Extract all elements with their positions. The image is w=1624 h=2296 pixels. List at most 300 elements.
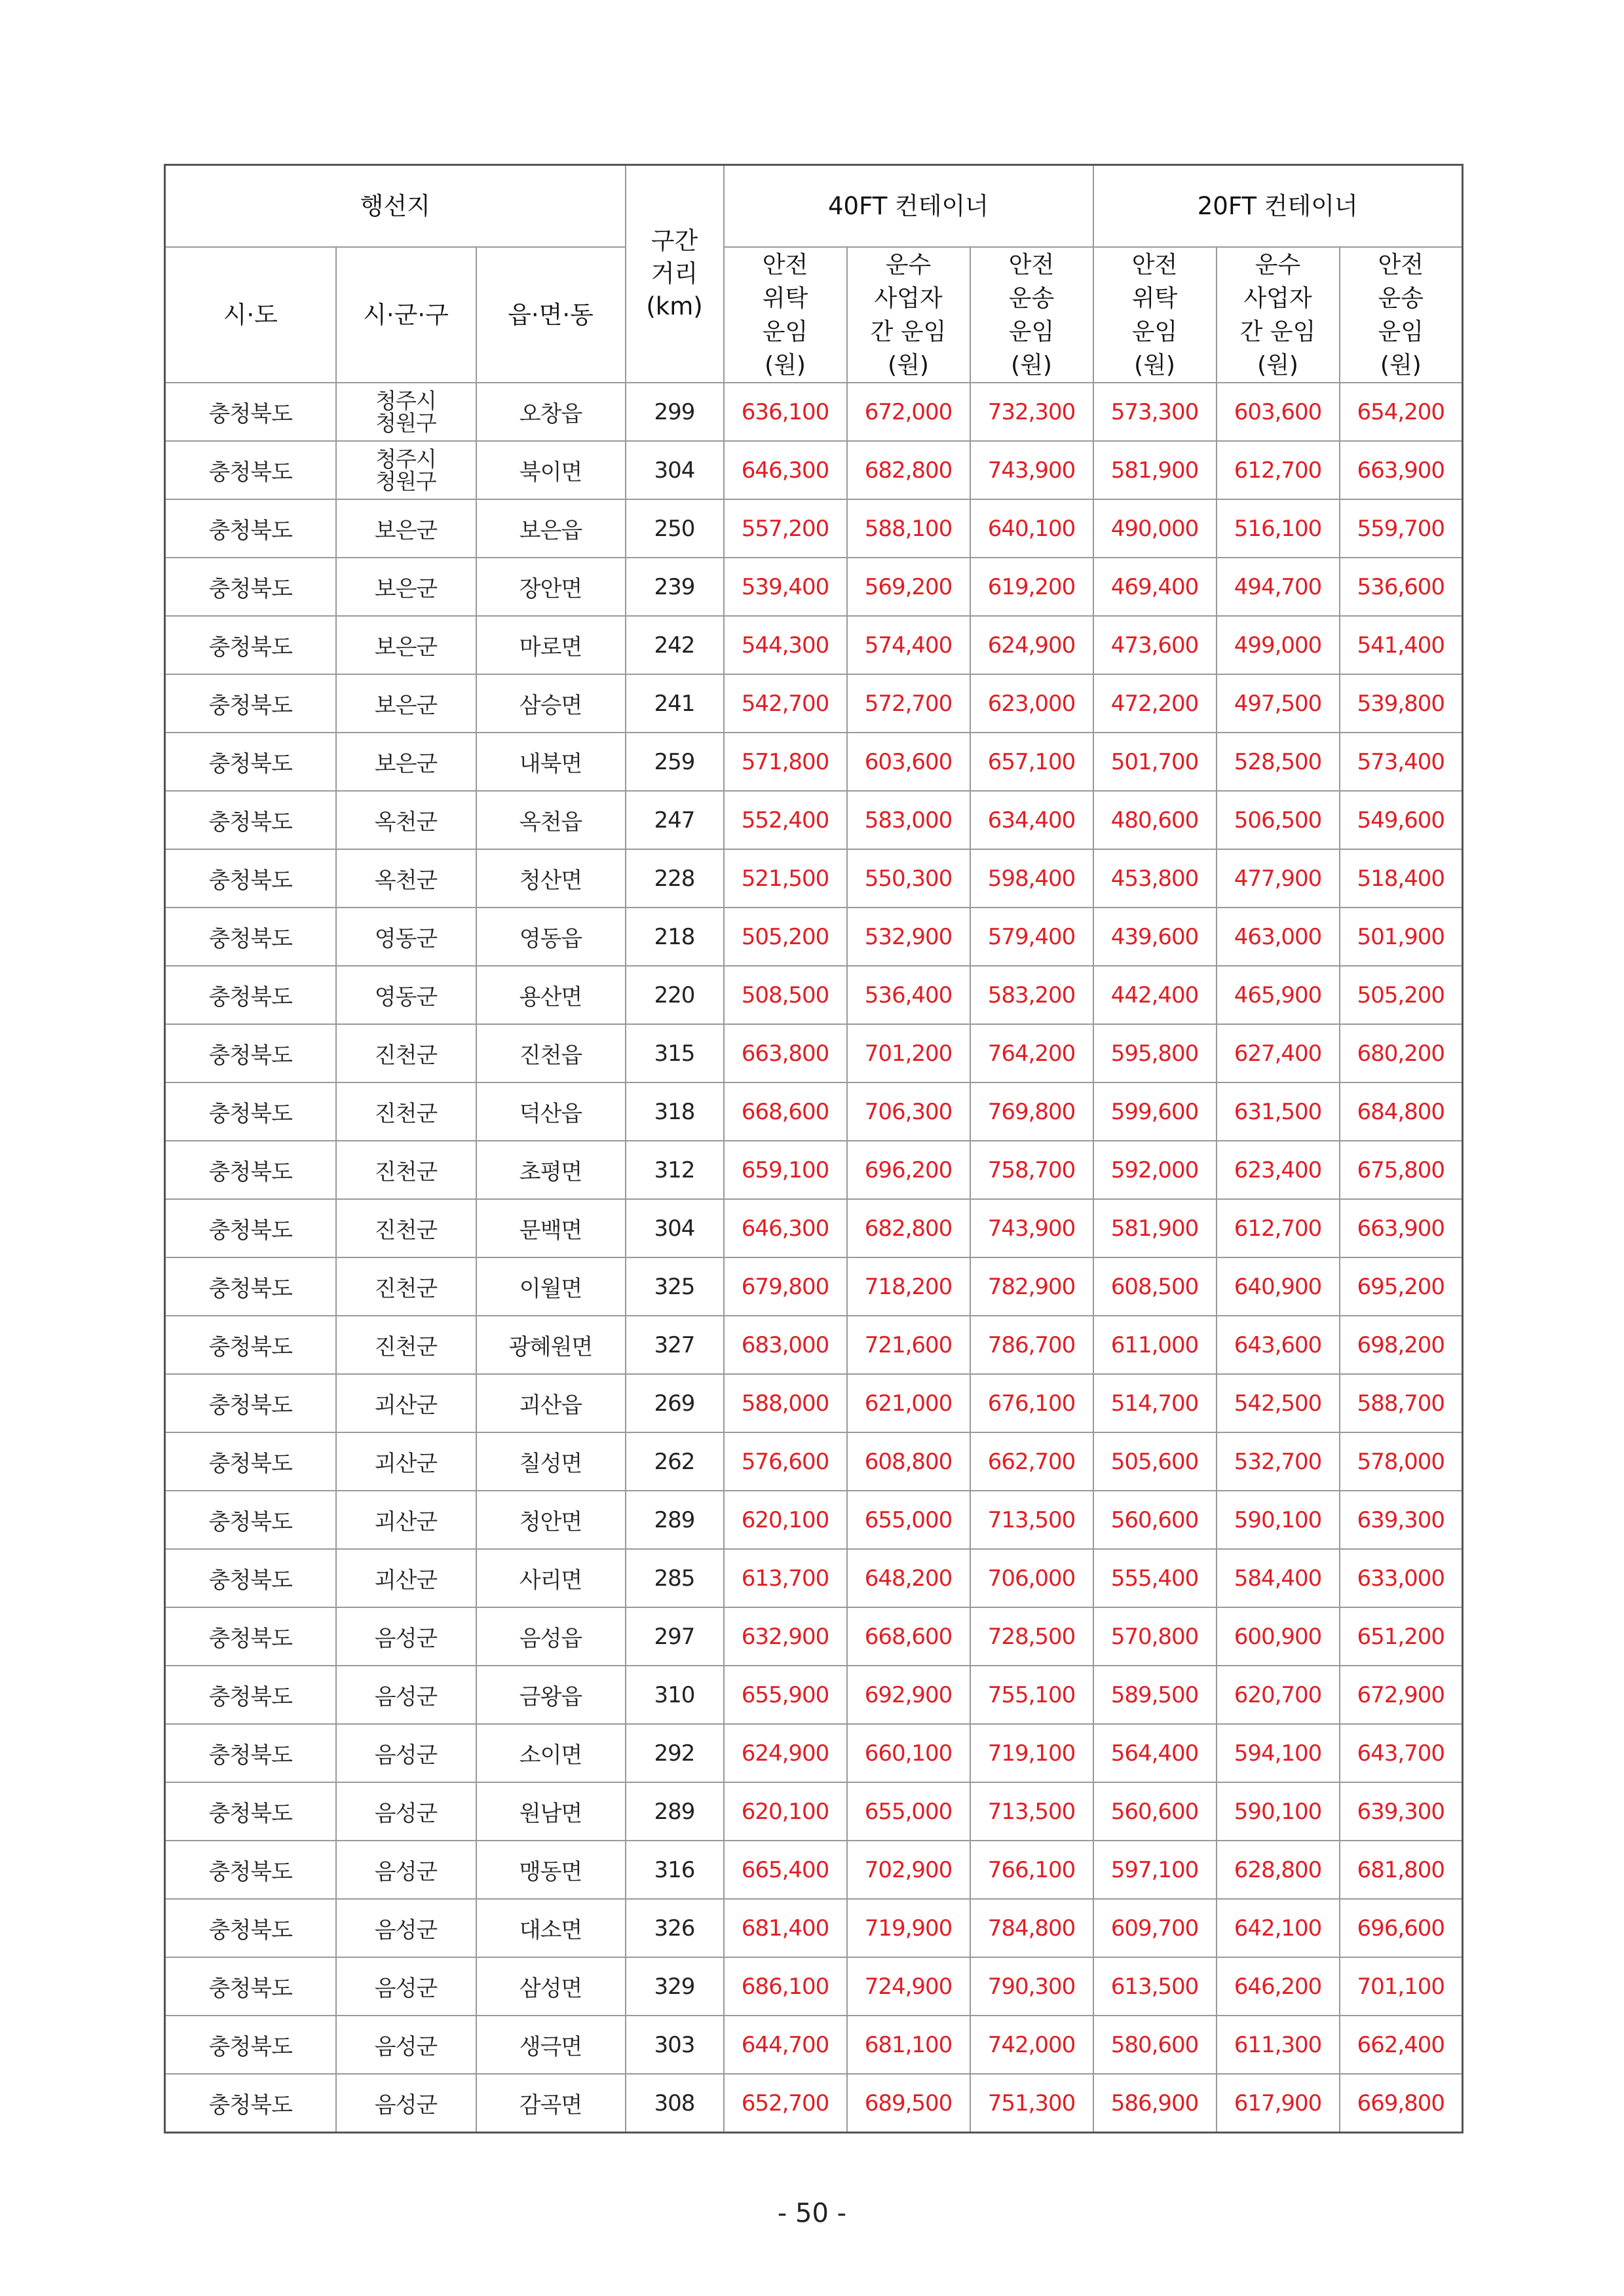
safe-consign-40ft-cell: 683,000 (724, 1316, 847, 1374)
safe-transport-20ft-cell: 536,600 (1340, 558, 1463, 616)
safe-transport-20ft-cell: 654,200 (1340, 383, 1463, 441)
table-row (165, 2074, 1463, 2133)
carrier-rate-20ft-cell: 620,700 (1217, 1666, 1340, 1724)
safe-consign-40ft-cell: 665,400 (724, 1841, 847, 1899)
safe-transport-20ft-cell: 578,000 (1340, 1432, 1463, 1491)
carrier-rate-20ft-cell: 465,900 (1217, 966, 1340, 1024)
safe-transport-20ft-cell: 639,300 (1340, 1782, 1463, 1841)
city-cell (336, 2016, 476, 2074)
city-name-line: 음성군 (374, 2034, 438, 2060)
safe-consign-20ft-cell: 580,600 (1093, 2016, 1217, 2074)
safe-transport-40ft-cell: 719,100 (970, 1724, 1093, 1782)
safe-consign-40ft-cell: 624,900 (724, 1724, 847, 1782)
safe-transport-40ft-cell: 634,400 (970, 791, 1093, 849)
distance-cell: 269 (626, 1374, 724, 1432)
city-name-line: 괴산군 (374, 1392, 438, 1419)
province-cell: 충청북도 (165, 674, 336, 733)
city-name-line: 보은군 (374, 693, 438, 719)
carrier-rate-40ft-cell: 608,800 (847, 1432, 970, 1491)
carrier-rate-20ft-cell: 631,500 (1217, 1082, 1340, 1141)
city-name-line: 음성군 (374, 2092, 438, 2118)
carrier-rate-20ft-cell: 516,100 (1217, 499, 1340, 558)
city-name-line: 음성군 (374, 1976, 438, 2002)
distance-cell: 297 (626, 1607, 724, 1666)
safe-transport-20ft-cell: 669,800 (1340, 2074, 1463, 2133)
safe-consign-40ft-cell: 668,600 (724, 1082, 847, 1141)
safe-transport-20ft-cell: 675,800 (1340, 1141, 1463, 1199)
city-name-line: 음성군 (374, 1742, 438, 1769)
carrier-rate-40ft-header (847, 247, 970, 383)
carrier-rate-40ft-cell: 569,200 (847, 558, 970, 616)
town-cell: 사리면 (476, 1549, 626, 1607)
distance-cell: 329 (626, 1957, 724, 2016)
distance-cell: 247 (626, 791, 724, 849)
carrier-rate-20ft-cell: 528,500 (1217, 733, 1340, 791)
town-cell: 용산면 (476, 966, 626, 1024)
city-cell (336, 791, 476, 849)
province-header: 시·도 (165, 247, 336, 383)
safe-consign-20ft-cell: 439,600 (1093, 908, 1217, 966)
carrier-rate-40ft-cell: 721,600 (847, 1316, 970, 1374)
city-cell (336, 849, 476, 908)
city-name-line: 음성군 (374, 1626, 438, 1652)
city-cell (336, 1199, 476, 1257)
table-row (165, 1316, 1463, 1374)
distance-cell: 304 (626, 1199, 724, 1257)
safe-consign-40ft-cell: 644,700 (724, 2016, 847, 2074)
safe-consign-40ft-cell: 571,800 (724, 733, 847, 791)
carrier-rate-40ft-cell: 681,100 (847, 2016, 970, 2074)
carrier-rate-20ft-cell: 600,900 (1217, 1607, 1340, 1666)
safe-consign-20ft-cell: 609,700 (1093, 1899, 1217, 1957)
safe-consign-20ft-cell: 608,500 (1093, 1257, 1217, 1316)
carrier-rate-20ft-cell: 643,600 (1217, 1316, 1340, 1374)
safe-transport-40ft-cell: 713,500 (970, 1491, 1093, 1549)
province-cell: 충청북도 (165, 1082, 336, 1141)
table-row (165, 2016, 1463, 2074)
carrier-rate-40ft-cell: 706,300 (847, 1082, 970, 1141)
province-cell: 충청북도 (165, 1841, 336, 1899)
safe-consign-20ft-cell: 589,500 (1093, 1666, 1217, 1724)
header-row-1 (165, 165, 1463, 248)
header-line: 운임 (1131, 318, 1178, 345)
safe-consign-40ft-cell: 544,300 (724, 616, 847, 674)
distance-cell: 285 (626, 1549, 724, 1607)
province-cell: 충청북도 (165, 1257, 336, 1316)
town-cell: 맹동면 (476, 1841, 626, 1899)
province-cell: 충청북도 (165, 1666, 336, 1724)
city-cell (336, 1607, 476, 1666)
safe-consign-20ft-cell: 613,500 (1093, 1957, 1217, 2016)
distance-header-line: (km) (646, 292, 703, 320)
safe-transport-20ft-cell: 681,800 (1340, 1841, 1463, 1899)
safe-consign-40ft-cell: 681,400 (724, 1899, 847, 1957)
town-cell: 삼승면 (476, 674, 626, 733)
safe-consign-20ft-cell: 472,200 (1093, 674, 1217, 733)
city-cell (336, 1724, 476, 1782)
table-row (165, 1549, 1463, 1607)
town-cell: 문백면 (476, 1199, 626, 1257)
town-cell: 원남면 (476, 1782, 626, 1841)
carrier-rate-40ft-cell: 572,700 (847, 674, 970, 733)
table-row (165, 908, 1463, 966)
table-row (165, 966, 1463, 1024)
city-cell (336, 2074, 476, 2133)
town-cell: 오창읍 (476, 383, 626, 441)
safe-consign-40ft-cell: 542,700 (724, 674, 847, 733)
carrier-rate-20ft-cell: 628,800 (1217, 1841, 1340, 1899)
safe-transport-40ft-cell: 598,400 (970, 849, 1093, 908)
distance-cell: 289 (626, 1491, 724, 1549)
town-cell: 감곡면 (476, 2074, 626, 2133)
safe-consign-40ft-cell: 679,800 (724, 1257, 847, 1316)
table-row (165, 1432, 1463, 1491)
province-cell: 충청북도 (165, 2074, 336, 2133)
safe-transport-40ft-cell: 743,900 (970, 1199, 1093, 1257)
header-line: 안전 (1131, 251, 1178, 278)
safe-consign-20ft-cell: 592,000 (1093, 1141, 1217, 1199)
safe-consign-40ft-cell: 620,100 (724, 1491, 847, 1549)
city-name-line: 진천군 (374, 1334, 438, 1360)
carrier-rate-40ft-cell: 648,200 (847, 1549, 970, 1607)
safe-transport-40ft-cell: 579,400 (970, 908, 1093, 966)
city-cell (336, 558, 476, 616)
carrier-rate-20ft-cell: 542,500 (1217, 1374, 1340, 1432)
province-cell: 충청북도 (165, 2016, 336, 2074)
safe-transport-20ft-cell: 695,200 (1340, 1257, 1463, 1316)
distance-cell: 315 (626, 1024, 724, 1082)
safe-transport-20ft-cell: 549,600 (1340, 791, 1463, 849)
safe-consign-40ft-cell: 655,900 (724, 1666, 847, 1724)
carrier-rate-20ft-cell: 463,000 (1217, 908, 1340, 966)
distance-header-line: 구간 (651, 227, 698, 255)
carrier-rate-40ft-cell: 655,000 (847, 1491, 970, 1549)
city-cell (336, 1082, 476, 1141)
city-name-line: 보은군 (374, 751, 438, 777)
distance-cell: 325 (626, 1257, 724, 1316)
safe-consign-20ft-cell: 560,600 (1093, 1782, 1217, 1841)
city-name-line: 괴산군 (374, 1451, 438, 1477)
safe-consign-20ft-cell: 514,700 (1093, 1374, 1217, 1432)
header-line: 안전 (1008, 251, 1055, 278)
table-row (165, 383, 1463, 441)
city-cell (336, 1316, 476, 1374)
header-line: 운임 (1008, 318, 1055, 345)
city-name-line: 영동군 (374, 984, 438, 1010)
safe-transport-40ft-cell: 784,800 (970, 1899, 1093, 1957)
safe-transport-40ft-cell: 640,100 (970, 499, 1093, 558)
safe-transport-20ft-cell: 684,800 (1340, 1082, 1463, 1141)
safe-consign-20ft-cell: 442,400 (1093, 966, 1217, 1024)
province-cell: 충청북도 (165, 499, 336, 558)
carrier-rate-20ft-cell: 497,500 (1217, 674, 1340, 733)
safe-transport-40ft-cell: 743,900 (970, 441, 1093, 499)
town-cell: 금왕읍 (476, 1666, 626, 1724)
province-cell: 충청북도 (165, 383, 336, 441)
carrier-rate-20ft-cell: 477,900 (1217, 849, 1340, 908)
distance-cell: 326 (626, 1899, 724, 1957)
distance-header (626, 165, 724, 383)
city-name-line: 옥천군 (374, 868, 438, 894)
province-cell: 충청북도 (165, 1549, 336, 1607)
town-cell: 덕산읍 (476, 1082, 626, 1141)
distance-cell: 303 (626, 2016, 724, 2074)
table-header (165, 165, 1463, 383)
carrier-rate-20ft-cell: 642,100 (1217, 1899, 1340, 1957)
distance-cell: 292 (626, 1724, 724, 1782)
city-cell (336, 966, 476, 1024)
safe-consign-40ft-cell: 632,900 (724, 1607, 847, 1666)
safe-transport-20ft-cell: 651,200 (1340, 1607, 1463, 1666)
province-cell: 충청북도 (165, 908, 336, 966)
carrier-rate-40ft-cell: 603,600 (847, 733, 970, 791)
distance-cell: 318 (626, 1082, 724, 1141)
table-row (165, 1257, 1463, 1316)
header-line: (원) (1257, 351, 1298, 379)
carrier-rate-20ft-header (1217, 247, 1340, 383)
safe-transport-40ft-cell: 764,200 (970, 1024, 1093, 1082)
safe-consign-40ft-cell: 521,500 (724, 849, 847, 908)
carrier-rate-40ft-cell: 692,900 (847, 1666, 970, 1724)
province-cell: 충청북도 (165, 849, 336, 908)
distance-cell: 220 (626, 966, 724, 1024)
town-cell: 음성읍 (476, 1607, 626, 1666)
safe-transport-40ft-cell: 619,200 (970, 558, 1093, 616)
town-cell: 청산면 (476, 849, 626, 908)
town-cell: 초평면 (476, 1141, 626, 1199)
header-line: 사업자 (874, 284, 943, 312)
safe-consign-rate-20ft-header (1093, 247, 1217, 383)
safe-transport-40ft-cell: 713,500 (970, 1782, 1093, 1841)
city-name-line: 보은군 (374, 634, 438, 660)
header-line: 운수 (885, 251, 932, 278)
table-row (165, 499, 1463, 558)
safe-transport-20ft-cell: 663,900 (1340, 1199, 1463, 1257)
city-cell (336, 616, 476, 674)
header-line: 사업자 (1243, 284, 1312, 312)
safe-transport-40ft-cell: 732,300 (970, 383, 1093, 441)
carrier-rate-20ft-cell: 494,700 (1217, 558, 1340, 616)
safe-consign-40ft-cell: 659,100 (724, 1141, 847, 1199)
distance-cell: 242 (626, 616, 724, 674)
carrier-rate-40ft-cell: 550,300 (847, 849, 970, 908)
town-cell: 이월면 (476, 1257, 626, 1316)
safe-transport-40ft-cell: 676,100 (970, 1374, 1093, 1432)
distance-cell: 327 (626, 1316, 724, 1374)
header-line: (원) (1380, 351, 1422, 379)
safe-consign-40ft-cell: 613,700 (724, 1549, 847, 1607)
safe-consign-20ft-cell: 581,900 (1093, 441, 1217, 499)
safe-transport-20ft-cell: 696,600 (1340, 1899, 1463, 1957)
carrier-rate-40ft-cell: 621,000 (847, 1374, 970, 1432)
city-header: 시·군·구 (336, 247, 476, 383)
city-cell (336, 1549, 476, 1607)
distance-cell: 250 (626, 499, 724, 558)
safe-consign-20ft-cell: 595,800 (1093, 1024, 1217, 1082)
distance-header-line: 거리 (651, 259, 698, 288)
safe-transport-20ft-cell: 539,800 (1340, 674, 1463, 733)
city-name-line: 진천군 (374, 1101, 438, 1127)
safe-consign-20ft-cell: 573,300 (1093, 383, 1217, 441)
safe-consign-40ft-cell: 636,100 (724, 383, 847, 441)
safe-consign-20ft-cell: 469,400 (1093, 558, 1217, 616)
carrier-rate-40ft-cell: 702,900 (847, 1841, 970, 1899)
city-cell (336, 1141, 476, 1199)
carrier-rate-20ft-cell: 627,400 (1217, 1024, 1340, 1082)
page-number: - 50 - (777, 2198, 847, 2229)
town-cell: 옥천읍 (476, 791, 626, 849)
city-name-line: 괴산군 (374, 1509, 438, 1535)
carrier-rate-40ft-cell: 682,800 (847, 1199, 970, 1257)
carrier-rate-20ft-cell: 612,700 (1217, 441, 1340, 499)
header-line: (원) (1134, 351, 1175, 379)
carrier-rate-20ft-cell: 617,900 (1217, 2074, 1340, 2133)
table-row (165, 1491, 1463, 1549)
header-line: 운임 (762, 318, 808, 345)
city-cell (336, 1666, 476, 1724)
safe-consign-20ft-cell: 611,000 (1093, 1316, 1217, 1374)
safe-transport-40ft-cell: 706,000 (970, 1549, 1093, 1607)
safe-consign-20ft-cell: 501,700 (1093, 733, 1217, 791)
safe-transport-20ft-cell: 639,300 (1340, 1491, 1463, 1549)
header-line: 운송 (1008, 284, 1055, 312)
safe-transport-20ft-cell: 663,900 (1340, 441, 1463, 499)
city-cell (336, 1782, 476, 1841)
safe-transport-40ft-cell: 790,300 (970, 1957, 1093, 2016)
header-line: (원) (1011, 351, 1052, 379)
safe-transport-20ft-cell: 633,000 (1340, 1549, 1463, 1607)
safe-consign-40ft-cell: 588,000 (724, 1374, 847, 1432)
town-cell: 보은읍 (476, 499, 626, 558)
safe-transport-20ft-cell: 662,400 (1340, 2016, 1463, 2074)
city-cell (336, 1374, 476, 1432)
carrier-rate-40ft-cell: 574,400 (847, 616, 970, 674)
safe-consign-20ft-cell: 560,600 (1093, 1491, 1217, 1549)
province-cell: 충청북도 (165, 966, 336, 1024)
table-row (165, 441, 1463, 499)
safe-transport-20ft-cell: 701,100 (1340, 1957, 1463, 2016)
safe-transport-40ft-cell: 758,700 (970, 1141, 1093, 1199)
group-40ft-header: 40FT 컨테이너 (724, 165, 1093, 248)
carrier-rate-20ft-cell: 499,000 (1217, 616, 1340, 674)
safe-consign-20ft-cell: 490,000 (1093, 499, 1217, 558)
safe-consign-20ft-cell: 555,400 (1093, 1549, 1217, 1607)
table-row (165, 849, 1463, 908)
city-name-line: 진천군 (374, 1276, 438, 1302)
safe-transport-40ft-cell: 755,100 (970, 1666, 1093, 1724)
safe-transport-40ft-cell: 662,700 (970, 1432, 1093, 1491)
carrier-rate-20ft-cell: 646,200 (1217, 1957, 1340, 2016)
carrier-rate-40ft-cell: 689,500 (847, 2074, 970, 2133)
safe-consign-40ft-cell: 508,500 (724, 966, 847, 1024)
city-cell (336, 1899, 476, 1957)
safe-transport-40ft-cell: 583,200 (970, 966, 1093, 1024)
carrier-rate-40ft-cell: 536,400 (847, 966, 970, 1024)
safe-transport-40ft-cell: 786,700 (970, 1316, 1093, 1374)
safe-transport-40ft-cell: 769,800 (970, 1082, 1093, 1141)
rate-table-container (164, 164, 1463, 2133)
town-cell: 괴산읍 (476, 1374, 626, 1432)
safe-transport-20ft-cell: 559,700 (1340, 499, 1463, 558)
safe-transport-rate-20ft-header (1340, 247, 1463, 383)
safe-transport-20ft-cell: 672,900 (1340, 1666, 1463, 1724)
group-20ft-header: 20FT 컨테이너 (1093, 165, 1463, 248)
distance-cell: 289 (626, 1782, 724, 1841)
destination-header: 행선지 (165, 165, 626, 248)
header-line: (원) (888, 351, 929, 379)
distance-cell: 262 (626, 1432, 724, 1491)
safe-transport-40ft-cell: 742,000 (970, 2016, 1093, 2074)
safe-consign-20ft-cell: 564,400 (1093, 1724, 1217, 1782)
carrier-rate-20ft-cell: 623,400 (1217, 1141, 1340, 1199)
safe-transport-20ft-cell: 698,200 (1340, 1316, 1463, 1374)
province-cell: 충청북도 (165, 1724, 336, 1782)
town-cell: 칠성면 (476, 1432, 626, 1491)
carrier-rate-40ft-cell: 668,600 (847, 1607, 970, 1666)
table-row (165, 1607, 1463, 1666)
carrier-rate-40ft-cell: 719,900 (847, 1899, 970, 1957)
carrier-rate-40ft-cell: 701,200 (847, 1024, 970, 1082)
safe-consign-40ft-cell: 646,300 (724, 1199, 847, 1257)
city-name-line: 청주시 (375, 387, 436, 413)
safe-consign-20ft-cell: 480,600 (1093, 791, 1217, 849)
carrier-rate-20ft-cell: 640,900 (1217, 1257, 1340, 1316)
city-name-line: 음성군 (374, 1801, 438, 1827)
carrier-rate-40ft-cell: 583,000 (847, 791, 970, 849)
carrier-rate-40ft-cell: 660,100 (847, 1724, 970, 1782)
city-cell (336, 499, 476, 558)
city-name-line: 진천군 (374, 1217, 438, 1244)
distance-cell: 239 (626, 558, 724, 616)
carrier-rate-20ft-cell: 603,600 (1217, 383, 1340, 441)
freight-rate-table (164, 164, 1463, 2133)
province-cell: 충청북도 (165, 616, 336, 674)
province-cell: 충청북도 (165, 1374, 336, 1432)
carrier-rate-40ft-cell: 696,200 (847, 1141, 970, 1199)
header-line: 간 운임 (870, 318, 947, 345)
header-line: 위탁 (762, 284, 808, 312)
header-line: 운수 (1255, 251, 1301, 278)
town-cell: 마로면 (476, 616, 626, 674)
distance-cell: 310 (626, 1666, 724, 1724)
safe-consign-40ft-cell: 663,800 (724, 1024, 847, 1082)
town-cell: 북이면 (476, 441, 626, 499)
distance-cell: 228 (626, 849, 724, 908)
table-row (165, 1957, 1463, 2016)
distance-cell: 218 (626, 908, 724, 966)
city-cell (336, 1957, 476, 2016)
safe-transport-20ft-cell: 518,400 (1340, 849, 1463, 908)
province-cell: 충청북도 (165, 1316, 336, 1374)
safe-transport-20ft-cell: 680,200 (1340, 1024, 1463, 1082)
town-cell: 진천읍 (476, 1024, 626, 1082)
table-row (165, 674, 1463, 733)
town-cell: 내북면 (476, 733, 626, 791)
city-name-line: 옥천군 (374, 809, 438, 835)
table-row (165, 558, 1463, 616)
safe-transport-40ft-cell: 751,300 (970, 2074, 1093, 2133)
carrier-rate-40ft-cell: 672,000 (847, 383, 970, 441)
city-cell (336, 908, 476, 966)
town-header: 읍·면·동 (476, 247, 626, 383)
table-row (165, 1199, 1463, 1257)
header-line: 운송 (1378, 284, 1424, 312)
header-line: (원) (765, 351, 806, 379)
table-row (165, 1082, 1463, 1141)
safe-transport-40ft-cell: 766,100 (970, 1841, 1093, 1899)
province-cell: 충청북도 (165, 1199, 336, 1257)
safe-consign-20ft-cell: 597,100 (1093, 1841, 1217, 1899)
